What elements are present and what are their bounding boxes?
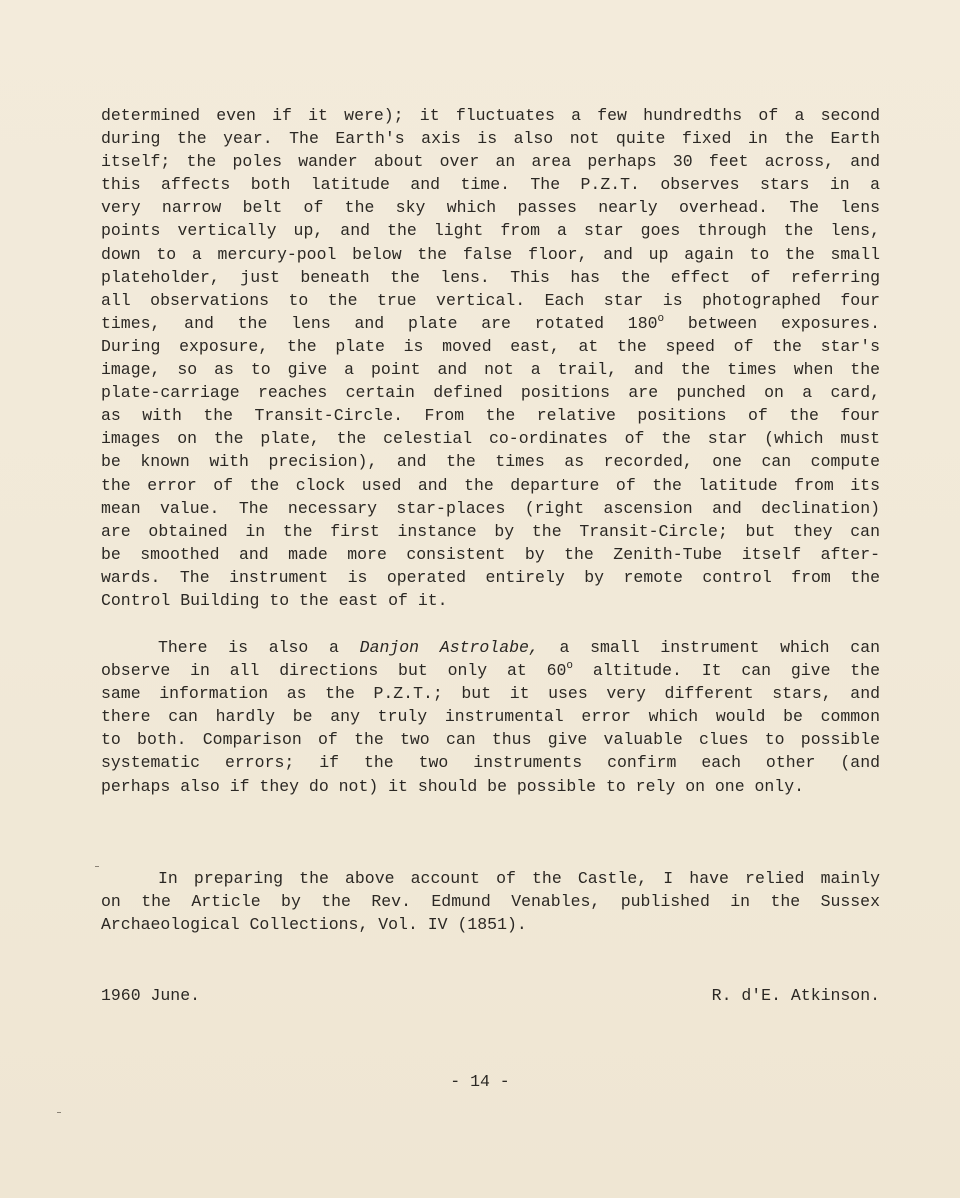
- text-line: on the Article by the Rev. Edmund Venables, published in the Sussex: [101, 892, 880, 912]
- text-line: are obtained in the first instance by the Transit-Circle; but they can: [101, 521, 880, 541]
- paper-speck: [57, 1112, 61, 1113]
- text-line: the error of the clock used and the departure of the latitude from its: [101, 475, 880, 495]
- text-line: Control Building to the east of it.: [101, 590, 448, 610]
- text-line: this affects both latitude and time. The P.Z.T. observes stars in a: [101, 175, 880, 195]
- text-line: mean value. The necessary star-places (right ascension and declination): [101, 498, 880, 518]
- text-line: very narrow belt of the sky which passes nearly overhead. The lens: [101, 198, 880, 218]
- text-segment: There is also a: [158, 638, 360, 657]
- text-line-with-degree: [101, 312, 880, 335]
- degree-mark: o: [566, 660, 574, 673]
- text-line: image, so as to give a point and not a trail, and the times when the: [101, 360, 880, 380]
- degree-mark: o: [657, 312, 665, 325]
- text-line: itself; the poles wander about over an area perhaps 30 feet across, and: [101, 152, 880, 172]
- text-line: wards. The instrument is operated entirely by remote control from the: [101, 567, 880, 587]
- text-line: images on the plate, the celestial co-ordinates of the star (which must: [101, 429, 880, 449]
- text-line: to both. Comparison of the two can thus give valuable clues to possible: [101, 730, 880, 750]
- text-line: there can hardly be any truly instrumental error which would be common: [101, 707, 880, 727]
- paragraph-astrolabe: [101, 636, 880, 798]
- text-segment: altitude. It can give the: [573, 661, 880, 681]
- text-line: plate-carriage reaches certain defined positions are punched on a card,: [101, 383, 880, 403]
- text-line: same information as the P.Z.T.; but it uses very different stars, and: [101, 684, 880, 704]
- date-text: 1960 June.: [101, 986, 201, 1005]
- text-line-with-italic: [101, 636, 880, 659]
- text-segment: a small instrument which can: [538, 638, 880, 657]
- text-line: points vertically up, and the light from a star goes through the lens,: [101, 221, 880, 241]
- text-line: be known with precision), and the times as recorded, one can compute: [101, 452, 880, 472]
- author-signature: R. d'E. Atkinson.: [711, 986, 880, 1005]
- signature-row: [101, 984, 880, 1007]
- paper-speck: [95, 866, 99, 867]
- text-line: Archaeological Collections, Vol. IV (1851).: [101, 915, 527, 935]
- text-line: perhaps also if they do not) it should be possible to rely on one only.: [101, 776, 805, 796]
- page-number: - 14 -: [450, 1072, 510, 1091]
- text-line: During exposure, the plate is moved east, at the speed of the star's: [101, 336, 880, 356]
- text-segment: between exposures.: [664, 313, 880, 333]
- text-line: all observations to the true vertical. Each star is photographed four: [101, 290, 880, 310]
- text-segment: observe in all directions but only at 60: [101, 661, 567, 681]
- text-line: systematic errors; if the two instruments confirm each other (and: [101, 753, 880, 773]
- text-segment: times, and the lens and plate are rotated 180: [101, 313, 658, 333]
- text-line: as with the Transit-Circle. From the relative positions of the four: [101, 406, 880, 426]
- text-line: plateholder, just beneath the lens. This has the effect of referring: [101, 267, 880, 287]
- text-line: be smoothed and made more consistent by the Zenith-Tube itself after-: [101, 544, 880, 564]
- text-line: In preparing the above account of the Castle, I have relied mainly: [158, 869, 880, 888]
- text-line: down to a mercury-pool below the false floor, and up again to the small: [101, 244, 880, 264]
- text-line: determined even if it were); it fluctuates a few hundredths of a second: [101, 106, 880, 125]
- paragraph-acknowledgement: [101, 867, 880, 936]
- paragraph-pzt-description: [101, 104, 880, 612]
- text-line: during the year. The Earth's axis is also not quite fixed in the Earth: [101, 129, 880, 149]
- instrument-name-italic: Danjon Astrolabe,: [359, 638, 539, 657]
- text-line-with-degree: [101, 659, 880, 682]
